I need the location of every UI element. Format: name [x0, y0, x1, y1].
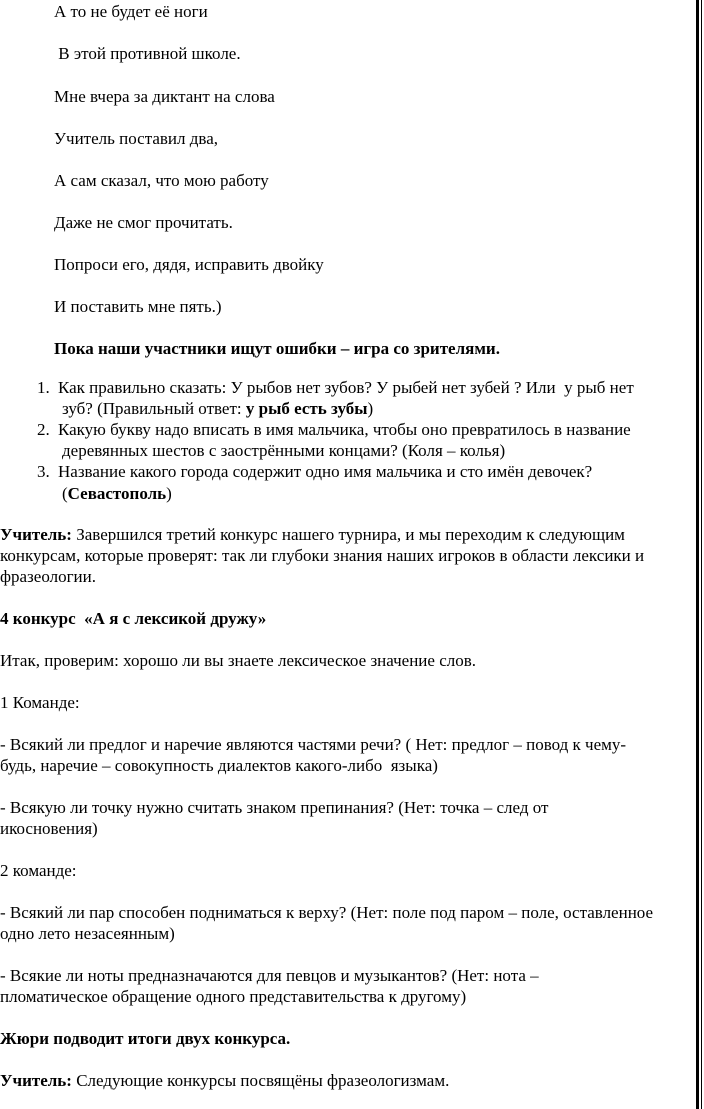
- poem-line: Даже не смог прочитать.: [54, 213, 233, 232]
- page-border-line: [701, 0, 702, 1109]
- team-label: 2 команде:: [0, 861, 77, 880]
- quiz-item-text: деревянных шестов с заострёнными концами? (Коля – колья): [62, 441, 506, 460]
- page-border-line: [696, 0, 699, 1109]
- poem-line: Попроси его, дядя, исправить двойку: [54, 255, 324, 274]
- teacher-paragraph-line: конкурсам, которые проверят: так ли глубоки знания наших игроков в области лексики и: [0, 546, 645, 565]
- question-line: пломатическое обращение одного представительства к другому): [0, 987, 467, 1006]
- teacher-paragraph: Учитель: Завершился третий конкурс нашего турнира, и мы переходим к следующим: [0, 525, 625, 544]
- teacher-paragraph-line: фразеологии.: [0, 567, 96, 586]
- question-line: одно лето незасеянным): [0, 924, 175, 943]
- quiz-item-number: 1.: [37, 378, 50, 397]
- poem-line: И поставить мне пять.): [54, 297, 222, 316]
- poem-line: А то не будет её ноги: [54, 2, 208, 21]
- quiz-item-text: Как правильно сказать: У рыбов нет зубов? У рыбей нет зубей ? Или у рыб нет: [58, 378, 634, 397]
- quiz-answer: Севастополь: [67, 484, 167, 503]
- quiz-item-number: 2.: [37, 420, 50, 439]
- teacher-paragraph: Учитель: Следующие конкурсы посвящёны фразеологизмам.: [0, 1071, 450, 1090]
- poem-line: А сам сказал, что мою работу: [54, 171, 269, 190]
- intro-text: Итак, проверим: хорошо ли вы знаете лексическое значение слов.: [0, 651, 477, 670]
- quiz-item-text: зуб? (Правильный ответ: у рыб есть зубы): [62, 399, 374, 418]
- quiz-item-number: 3.: [37, 462, 50, 481]
- section-title: 4 конкурс «А я с лексикой дружу»: [0, 609, 267, 628]
- speaker-label: Учитель:: [0, 525, 72, 544]
- question-line: - Всякую ли точку нужно считать знаком препинания? (Нет: точка – след от: [0, 798, 549, 817]
- quiz-item-text: Название какого города содержит одно имя мальчика и сто имён девочек?: [58, 462, 593, 481]
- poem-line: Мне вчера за диктант на слова: [54, 87, 275, 106]
- poem-line: Учитель поставил два,: [54, 129, 218, 148]
- speaker-label: Учитель:: [0, 1071, 72, 1090]
- question-line: - Всякий ли предлог и наречие являются частями речи? ( Нет: предлог – повод к чему-: [0, 735, 627, 754]
- question-line: - Всякие ли ноты предназначаются для певцов и музыкантов? (Нет: нота –: [0, 966, 539, 985]
- game-heading: Пока наши участники ищут ошибки – игра со зрителями.: [54, 339, 500, 358]
- quiz-answer: у рыб есть зубы: [245, 399, 368, 418]
- team-label: 1 Команде:: [0, 693, 80, 712]
- question-line: - Всякий ли пар способен подниматься к верху? (Нет: поле под паром – поле, оставленное: [0, 903, 654, 922]
- quiz-item-text: (Севастополь): [62, 484, 172, 503]
- poem-line: В этой противной школе.: [54, 44, 241, 63]
- question-line: икосновения): [0, 819, 98, 838]
- jury-note: Жюри подводит итоги двух конкурса.: [0, 1029, 291, 1048]
- question-line: будь, наречие – совокупность диалектов какого-либо языка): [0, 756, 438, 775]
- quiz-item-text: Какую букву надо вписать в имя мальчика, чтобы оно превратилось в название: [58, 420, 631, 439]
